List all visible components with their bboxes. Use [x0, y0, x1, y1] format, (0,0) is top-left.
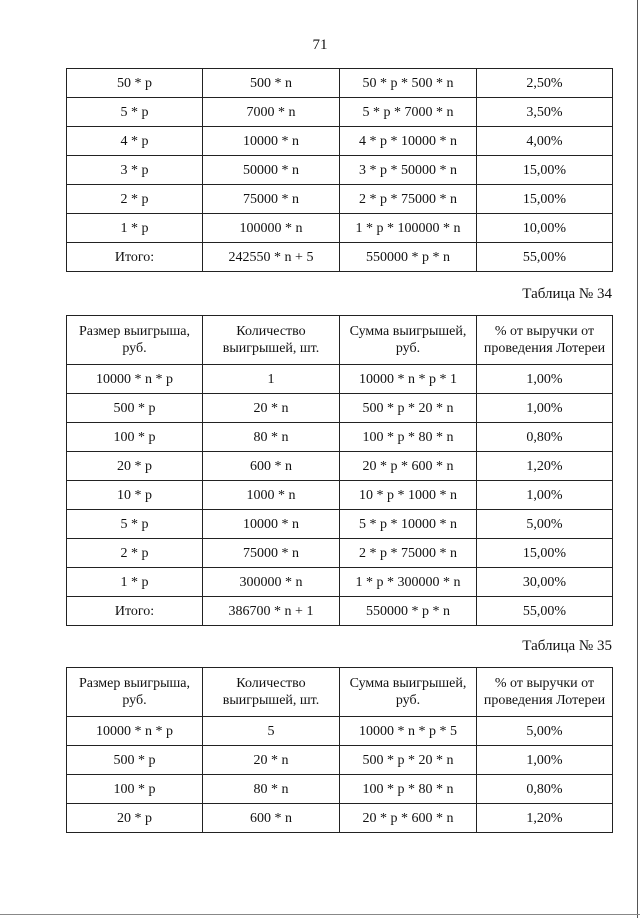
cell-prize-count: 386700 * n + 1	[203, 597, 340, 626]
table-row	[67, 510, 613, 539]
table-row	[67, 98, 613, 127]
table-row	[67, 156, 613, 185]
table-row	[67, 597, 613, 626]
cell-prize-size: 2 * р	[67, 185, 203, 214]
cell-revenue-percent: 0,80%	[477, 775, 613, 804]
cell-prize-sum: 10 * р * 1000 * n	[340, 481, 477, 510]
cell-prize-sum: 500 * р * 20 * n	[340, 746, 477, 775]
table-row	[67, 214, 613, 243]
cell-prize-size: Итого:	[67, 243, 203, 272]
cell-revenue-percent: 1,20%	[477, 804, 613, 833]
cell-revenue-percent: 5,00%	[477, 510, 613, 539]
header-prize-sum: Сумма выигрышей, руб.	[340, 316, 477, 365]
cell-prize-count: 75000 * n	[203, 539, 340, 568]
table-row	[67, 746, 613, 775]
cell-prize-sum: 4 * р * 10000 * n	[340, 127, 477, 156]
cell-prize-count: 1000 * n	[203, 481, 340, 510]
table-body	[67, 717, 613, 833]
table-header	[67, 316, 613, 365]
cell-prize-size: 500 * р	[67, 746, 203, 775]
cell-prize-sum: 100 * р * 80 * n	[340, 775, 477, 804]
cell-prize-size: 1 * р	[67, 568, 203, 597]
cell-prize-sum: 1 * р * 300000 * n	[340, 568, 477, 597]
cell-prize-size: 10000 * n * р	[67, 717, 203, 746]
header-row	[67, 316, 613, 365]
table-header	[67, 668, 613, 717]
page-number: 71	[312, 37, 328, 53]
cell-prize-size: 10 * р	[67, 481, 203, 510]
cell-revenue-percent: 1,00%	[477, 365, 613, 394]
cell-revenue-percent: 1,00%	[477, 481, 613, 510]
cell-prize-count: 80 * n	[203, 423, 340, 452]
header-row	[67, 668, 613, 717]
table-row	[67, 185, 613, 214]
table-row	[67, 568, 613, 597]
cell-revenue-percent: 0,80%	[477, 423, 613, 452]
cell-revenue-percent: 1,20%	[477, 452, 613, 481]
header-prize-size: Размер выигрыша, руб.	[67, 316, 203, 365]
header-prize-count: Количество выигрышей, шт.	[203, 316, 340, 365]
cell-prize-size: 2 * р	[67, 539, 203, 568]
header-prize-size: Размер выигрыша, руб.	[67, 668, 203, 717]
cell-prize-count: 75000 * n	[203, 185, 340, 214]
cell-prize-sum: 5 * р * 10000 * n	[340, 510, 477, 539]
cell-prize-count: 600 * n	[203, 452, 340, 481]
cell-prize-size: Итого:	[67, 597, 203, 626]
cell-prize-sum: 20 * р * 600 * n	[340, 804, 477, 833]
cell-revenue-percent: 15,00%	[477, 156, 613, 185]
table-row	[67, 243, 613, 272]
cell-prize-count: 5	[203, 717, 340, 746]
scan-edge-line	[637, 0, 638, 918]
cell-prize-sum: 2 * р * 75000 * n	[340, 539, 477, 568]
cell-revenue-percent: 2,50%	[477, 69, 613, 98]
table-row	[67, 775, 613, 804]
cell-prize-sum: 50 * р * 500 * n	[340, 69, 477, 98]
cell-prize-size: 100 * р	[67, 423, 203, 452]
header-prize-sum: Сумма выигрышей, руб.	[340, 668, 477, 717]
cell-prize-sum: 500 * р * 20 * n	[340, 394, 477, 423]
table-caption-34: Таблица № 34	[522, 286, 612, 302]
table-body	[67, 69, 613, 272]
table-row	[67, 539, 613, 568]
cell-prize-count: 7000 * n	[203, 98, 340, 127]
cell-prize-size: 5 * р	[67, 98, 203, 127]
cell-prize-count: 20 * n	[203, 394, 340, 423]
cell-prize-count: 600 * n	[203, 804, 340, 833]
cell-revenue-percent: 55,00%	[477, 243, 613, 272]
table-row	[67, 127, 613, 156]
prize-table-continued	[66, 68, 613, 272]
cell-prize-count: 80 * n	[203, 775, 340, 804]
cell-prize-size: 5 * р	[67, 510, 203, 539]
cell-revenue-percent: 5,00%	[477, 717, 613, 746]
cell-prize-size: 20 * р	[67, 452, 203, 481]
table-body	[67, 365, 613, 626]
table-row	[67, 394, 613, 423]
cell-prize-sum: 5 * р * 7000 * n	[340, 98, 477, 127]
table-row	[67, 423, 613, 452]
cell-prize-sum: 550000 * р * n	[340, 243, 477, 272]
cell-prize-size: 20 * р	[67, 804, 203, 833]
cell-prize-size: 1 * р	[67, 214, 203, 243]
cell-prize-count: 100000 * n	[203, 214, 340, 243]
cell-prize-sum: 2 * р * 75000 * n	[340, 185, 477, 214]
table-row	[67, 804, 613, 833]
cell-revenue-percent: 15,00%	[477, 539, 613, 568]
cell-revenue-percent: 10,00%	[477, 214, 613, 243]
cell-prize-size: 500 * р	[67, 394, 203, 423]
cell-prize-sum: 1 * р * 100000 * n	[340, 214, 477, 243]
cell-revenue-percent: 1,00%	[477, 394, 613, 423]
table-row	[67, 69, 613, 98]
cell-prize-sum: 3 * р * 50000 * n	[340, 156, 477, 185]
cell-prize-sum: 100 * р * 80 * n	[340, 423, 477, 452]
cell-prize-count: 300000 * n	[203, 568, 340, 597]
cell-prize-sum: 10000 * n * р * 5	[340, 717, 477, 746]
table-row	[67, 452, 613, 481]
cell-prize-size: 50 * р	[67, 69, 203, 98]
cell-prize-count: 20 * n	[203, 746, 340, 775]
cell-revenue-percent: 30,00%	[477, 568, 613, 597]
header-revenue-percent: % от выручки от проведения Лотереи	[477, 668, 613, 717]
table-row	[67, 717, 613, 746]
cell-prize-count: 50000 * n	[203, 156, 340, 185]
cell-prize-size: 4 * р	[67, 127, 203, 156]
header-prize-count: Количество выигрышей, шт.	[203, 668, 340, 717]
cell-prize-count: 10000 * n	[203, 127, 340, 156]
cell-prize-sum: 10000 * n * р * 1	[340, 365, 477, 394]
cell-revenue-percent: 55,00%	[477, 597, 613, 626]
cell-prize-size: 3 * р	[67, 156, 203, 185]
prize-table-35	[66, 667, 613, 833]
cell-prize-count: 1	[203, 365, 340, 394]
cell-prize-size: 10000 * n * р	[67, 365, 203, 394]
table-row	[67, 365, 613, 394]
cell-prize-count: 500 * n	[203, 69, 340, 98]
table-caption-35: Таблица № 35	[522, 638, 612, 654]
cell-revenue-percent: 4,00%	[477, 127, 613, 156]
cell-prize-sum: 20 * р * 600 * n	[340, 452, 477, 481]
cell-prize-count: 10000 * n	[203, 510, 340, 539]
cell-revenue-percent: 15,00%	[477, 185, 613, 214]
cell-prize-size: 100 * р	[67, 775, 203, 804]
cell-prize-count: 242550 * n + 5	[203, 243, 340, 272]
table-row	[67, 481, 613, 510]
cell-prize-sum: 550000 * р * n	[340, 597, 477, 626]
header-revenue-percent: % от выручки от проведения Лотереи	[477, 316, 613, 365]
scan-edge-line	[0, 914, 640, 915]
cell-revenue-percent: 1,00%	[477, 746, 613, 775]
prize-table-34	[66, 315, 613, 626]
cell-revenue-percent: 3,50%	[477, 98, 613, 127]
